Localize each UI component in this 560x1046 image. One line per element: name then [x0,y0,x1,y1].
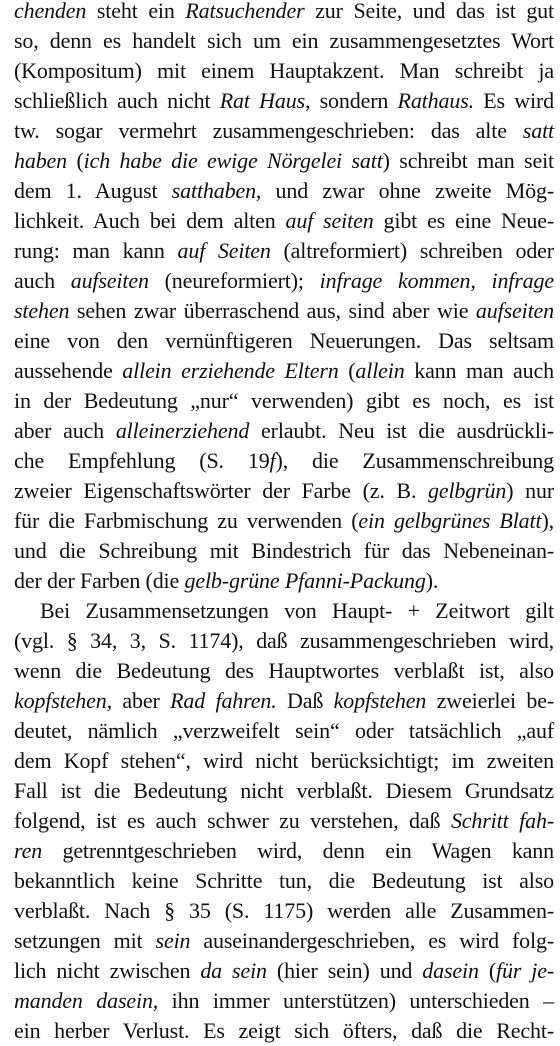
text-line [14,26,554,56]
italic-text: kopfstehen, [14,688,112,713]
italic-text: gelb-grüne Pfanni-Packung [184,568,426,593]
text-line [14,326,554,356]
body-text: sehen zwar überraschend aus, sind aber wie [69,298,476,323]
body-text: eine von den vernünftigeren Neuerungen. Das seltsam [14,328,554,353]
text-line [14,86,554,116]
body-text: und zwar ohne zweite Mög- [261,178,554,203]
italic-text: auf seiten [285,208,374,233]
text-line [14,716,554,746]
body-text: Fall ist die Bedeutung nicht verblaßt. Diesem Grundsatz [14,778,554,803]
italic-text: aufseiten [70,268,149,293]
text-line [14,1016,554,1046]
italic-text: für je- [496,958,555,983]
body-text: che Empfehlung (S. 19 [14,448,270,473]
italic-text: alleinerziehend [115,418,250,443]
body-text: auseinandergeschrieben, es wird folg- [190,928,554,953]
text-line [14,446,554,476]
body-text: dem Kopf stehen“, wird nicht berücksichtigt; im zweiten [14,748,554,773]
body-text: bekanntlich keine Schritte tun, die Bedeutung ist also [14,868,554,893]
body-text: schließlich auch nicht [14,88,220,113]
text-line [14,0,554,26]
body-text: ). [425,568,439,593]
body-text: dem 1. August [14,178,172,203]
body-text: für die Farbmischung zu verwenden ( [14,508,359,533]
body-text: setzungen mit [14,928,156,953]
text-line [14,536,554,566]
body-text: ( [478,958,497,983]
body-text: ) schreibt man seit [382,148,555,173]
body-text: aber [111,688,171,713]
text-line [14,386,554,416]
italic-text: gelbgrün [428,478,507,503]
body-text: zur Seite, und das ist gut [304,0,554,23]
body-text: tw. sogar vermehrt zusammengeschrieben: das alte [14,118,523,143]
body-text: aber auch [14,418,116,443]
text-line [14,986,554,1016]
italic-text: satthaben, [171,178,262,203]
italic-text: kopfstehen [333,688,427,713]
text-line [14,506,554,536]
text-line [14,56,554,86]
italic-text: chenden [14,0,87,23]
italic-text: allein [355,358,405,383]
body-text: folgend, ist es auch schwer zu verstehen, daß [14,808,451,833]
italic-text: infrage kommen, infrage [319,268,554,293]
body-text: Es wird [473,88,554,113]
italic-text: auf Seiten [177,238,271,263]
text-line [14,866,554,896]
body-text: wenn die Bedeutung des Hauptwortes verblaßt ist, also [14,658,554,683]
text-line [14,116,554,146]
italic-text: haben [14,148,68,173]
body-text: erlaubt. Neu ist die ausdrückli- [249,418,554,443]
text-line [14,956,554,986]
body-text: getrenntgeschrieben wird, denn ein Wagen kann [42,838,554,863]
text-line [14,656,554,686]
body-text: ), [541,508,554,533]
body-text: ihn immer unterstützen) unterschieden – [158,988,554,1013]
text-line [14,686,554,716]
body-text: (vgl. § 34, 3, S. 1174), daß zusammengeschrieben wird, [14,628,554,653]
text-line [14,356,554,386]
italic-text: Rat Haus, [219,88,311,113]
body-text: der der Farben (die [14,568,185,593]
text-line [14,146,554,176]
text-line [14,266,554,296]
italic-text: stehen [14,298,70,323]
text-line [14,296,554,326]
body-text: lich nicht zwischen [14,958,201,983]
body-text: rung: man kann [14,238,178,263]
italic-text: dasein [422,958,479,983]
italic-text: ren [14,838,43,863]
text-line [14,476,554,506]
text-line [14,926,554,956]
italic-text: Rathaus. [397,88,474,113]
italic-text: da sein [200,958,267,983]
body-text: in der Bedeutung „nur“ verwenden) gibt es noch, es ist [14,388,554,413]
italic-text: ein gelbgrünes Blatt [358,508,542,533]
body-text: zweierlei be- [426,688,554,713]
text-line [14,806,554,836]
text-line [14,236,554,266]
body-text: (altreformiert) schreiben oder [270,238,554,263]
italic-text: Schritt fah- [450,808,554,833]
body-text: steht ein [86,0,186,23]
italic-text: Ratsuchender [185,0,305,23]
body-text: Bei Zusammensetzungen von Haupt- + Zeitwort gilt [40,598,554,623]
body-text: ( [67,148,84,173]
body-text: (neureformiert); [148,268,320,293]
body-text: aussehende [14,358,123,383]
body-text: ) nur [506,478,554,503]
text-line [14,836,554,866]
body-text: Daß [276,688,334,713]
text-line [14,896,554,926]
body-text: zweier Eigenschaftswörter der Farbe (z. B. [14,478,428,503]
body-text: verblaßt. Nach § 35 (S. 1175) werden alle Zusammen- [14,898,554,923]
text-line [14,746,554,776]
body-text: lichkeit. Auch bei dem alten [14,208,286,233]
body-text: ein herber Verlust. Es zeigt sich öfters, daß die Recht- [14,1018,554,1043]
text-line [14,776,554,806]
body-text: (hier sein) und [266,958,423,983]
italic-text: satt [522,118,554,143]
body-text: ( [338,358,356,383]
body-text: kann man auch [404,358,554,383]
body-text: so, denn es handelt sich um ein zusammengesetztes Wort [14,28,554,53]
body-text: deutet, nämlich „verzweifelt sein“ oder tatsächlich „auf [14,718,554,743]
body-text: (Kompositum) mit einem Hauptakzent. Man schreibt ja [14,58,554,83]
body-text: ), die Zusammenschreibung [275,448,554,473]
text-line [14,596,554,626]
body-text: und die Schreibung mit Bindestrich für das Nebeneinan- [14,538,554,563]
italic-text: aufseiten [475,298,554,323]
italic-text: sein [155,928,191,953]
italic-text: f [269,448,276,473]
body-text: auch [14,268,71,293]
body-text: gibt es eine Neue- [373,208,555,233]
text-line [14,176,554,206]
text-line [14,206,554,236]
body-text: sondern [310,88,398,113]
italic-text: allein erziehende Eltern [122,358,339,383]
italic-text: manden dasein, [14,988,159,1013]
text-line [14,416,554,446]
text-line [14,626,554,656]
italic-text: Rad fahren. [170,688,277,713]
italic-text: ich habe die ewige Nörgelei satt [83,148,383,173]
text-line [14,566,554,596]
